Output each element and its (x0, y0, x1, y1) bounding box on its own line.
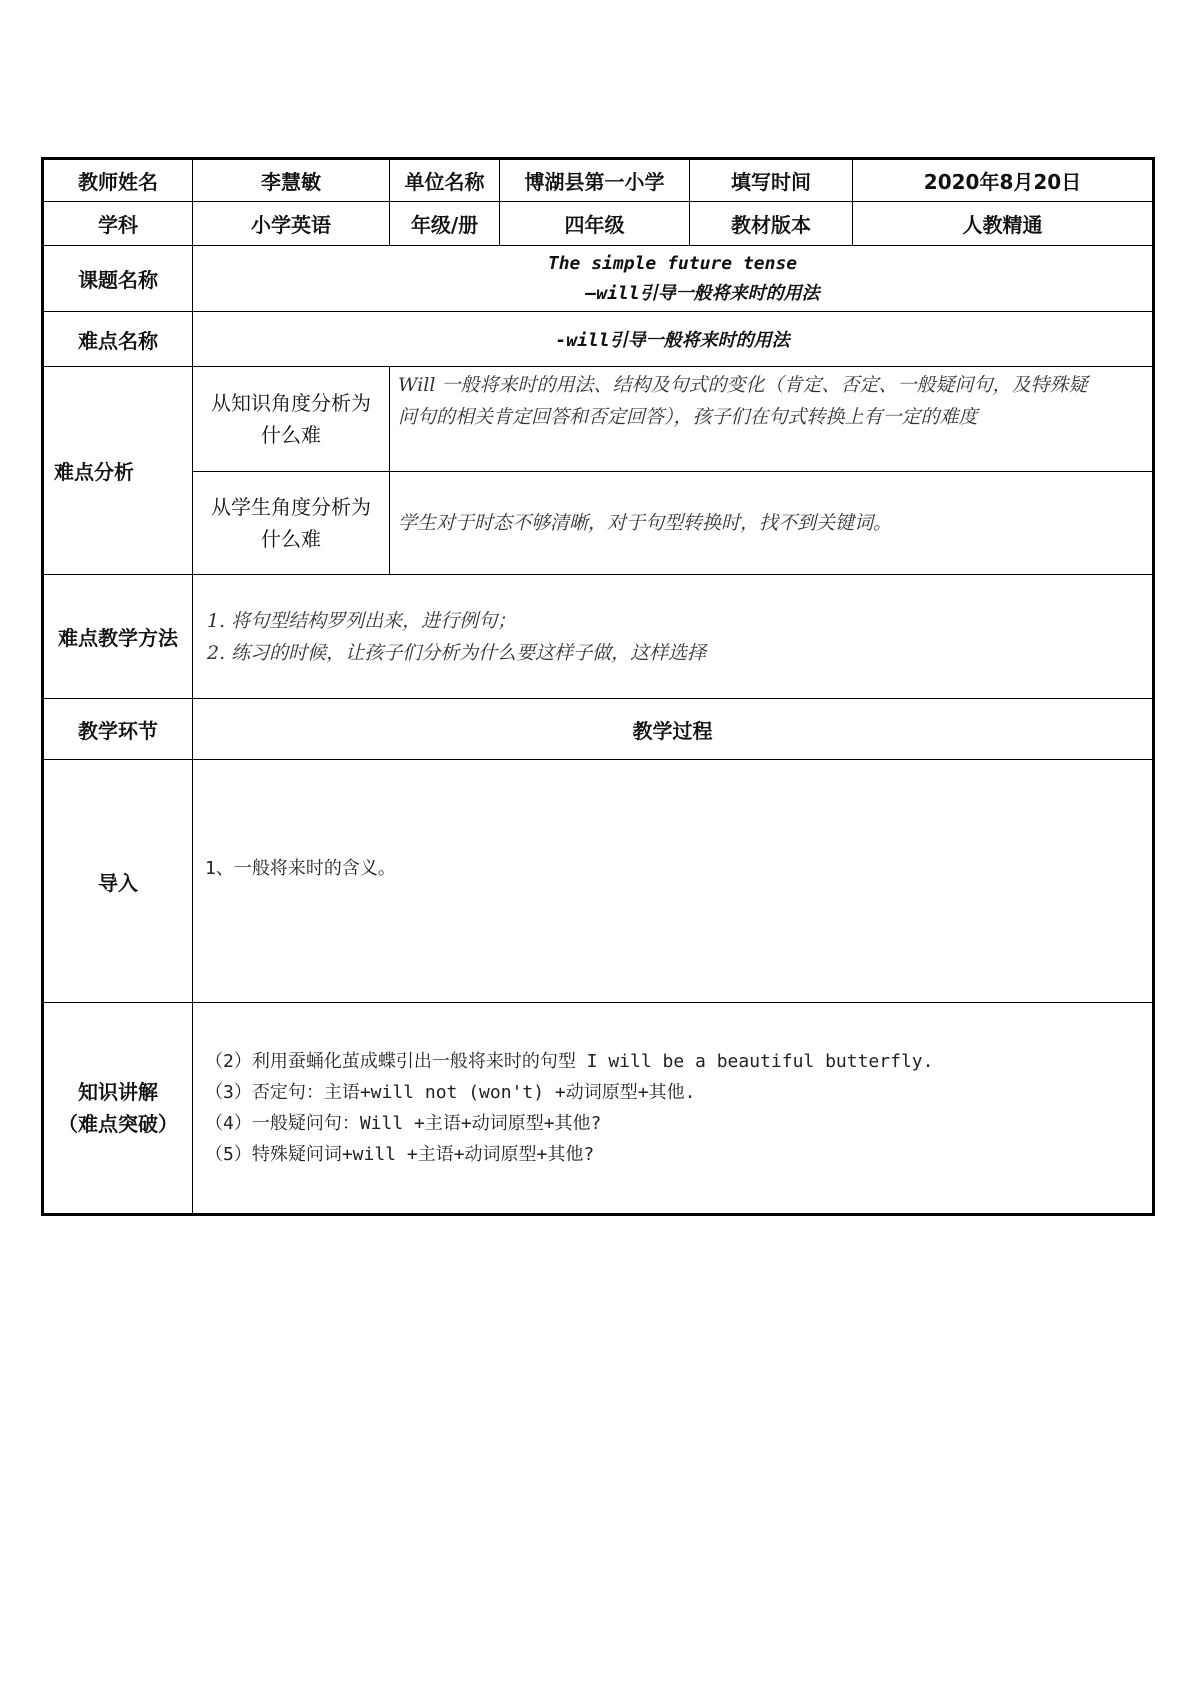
edition-label: 教材版本 (690, 202, 853, 246)
knowledge-explain-line: （4）一般疑问句：Will +主语+动词原型+其他? (205, 1113, 602, 1134)
grade-value: 四年级 (500, 202, 690, 246)
student-angle-label (193, 472, 390, 575)
student-angle-label-line-2: 什么难 (261, 527, 321, 551)
intro-text: 1、一般将来时的含义。 (193, 760, 1154, 1003)
unit-name-value: 博湖县第一小学 (500, 159, 690, 202)
teaching-method-label: 难点教学方法 (43, 575, 193, 699)
knowledge-explain-line: （5）特殊疑问词+will +主语+动词原型+其他? (205, 1144, 595, 1165)
knowledge-angle-text (390, 367, 1154, 472)
subject-label: 学科 (43, 202, 193, 246)
topic-row (43, 246, 1154, 312)
teacher-name-label: 教师姓名 (43, 159, 193, 202)
student-angle-text: 学生对于时态不够清晰，对于句型转换时，找不到关键词。 (390, 472, 1154, 575)
topic-line-2: —will引导一般将来时的用法 (585, 282, 820, 304)
knowledge-explain-line: （2）利用蚕蛹化茧成蝶引出一般将来时的句型 I will be a beautiful butterfly. (205, 1051, 934, 1072)
knowledge-angle-label-line-2: 什么难 (261, 423, 321, 447)
teaching-method-item: 2. 练习的时候，让孩子们分析为什么要这样子做，这样选择 (207, 641, 707, 664)
fill-date-value: 2020年8月20日 (853, 159, 1154, 202)
teaching-process-header: 教学过程 (193, 699, 1154, 760)
knowledge-explain-label-line-2: （难点突破） (58, 1112, 178, 1136)
teaching-method-row (43, 575, 1154, 699)
knowledge-angle-line-2: 问句的相关肯定回答和否定回答），孩子们在句式转换上有一定的难度 (398, 406, 978, 428)
difficulty-analysis-label: 难点分析 (43, 367, 193, 575)
unit-name-label: 单位名称 (390, 159, 500, 202)
process-header-row (43, 699, 1154, 760)
knowledge-angle-label-line-1: 从知识角度分析为 (211, 391, 371, 415)
student-angle-label-line-1: 从学生角度分析为 (211, 495, 371, 519)
difficulty-name-label: 难点名称 (43, 312, 193, 367)
knowledge-angle-line-1: Will 一般将来时的用法、结构及句式的变化（肯定、否定、一般疑问句，及特殊疑 (398, 374, 1088, 396)
teaching-method-item: 1. 将句型结构罗列出来，进行例句； (207, 609, 517, 632)
fill-date-label: 填写时间 (690, 159, 853, 202)
knowledge-explain-label (43, 1003, 193, 1215)
intro-label: 导入 (43, 760, 193, 1003)
difficulty-name-row (43, 312, 1154, 367)
difficulty-analysis-knowledge-row (43, 367, 1154, 472)
knowledge-explain-list (193, 1003, 1154, 1215)
topic-value (193, 246, 1154, 312)
teaching-stage-header: 教学环节 (43, 699, 193, 760)
header-row-2 (43, 202, 1154, 246)
subject-value: 小学英语 (193, 202, 390, 246)
teacher-name-value: 李慧敏 (193, 159, 390, 202)
grade-label: 年级/册 (390, 202, 500, 246)
difficulty-analysis-student-row (43, 472, 1154, 575)
teaching-method-list (193, 575, 1154, 699)
knowledge-explain-line: （3）否定句：主语+will not (won't) +动词原型+其他. (205, 1082, 696, 1103)
lesson-plan-table (41, 157, 1155, 1216)
intro-row (43, 760, 1154, 1003)
header-row-1 (43, 159, 1154, 202)
topic-line-1: The simple future tense (547, 252, 798, 274)
knowledge-explain-label-line-1: 知识讲解 (78, 1080, 158, 1104)
knowledge-angle-label (193, 367, 390, 472)
topic-label: 课题名称 (43, 246, 193, 312)
difficulty-name-value: -will引导一般将来时的用法 (193, 312, 1154, 367)
edition-value: 人教精通 (853, 202, 1154, 246)
knowledge-explain-row (43, 1003, 1154, 1215)
